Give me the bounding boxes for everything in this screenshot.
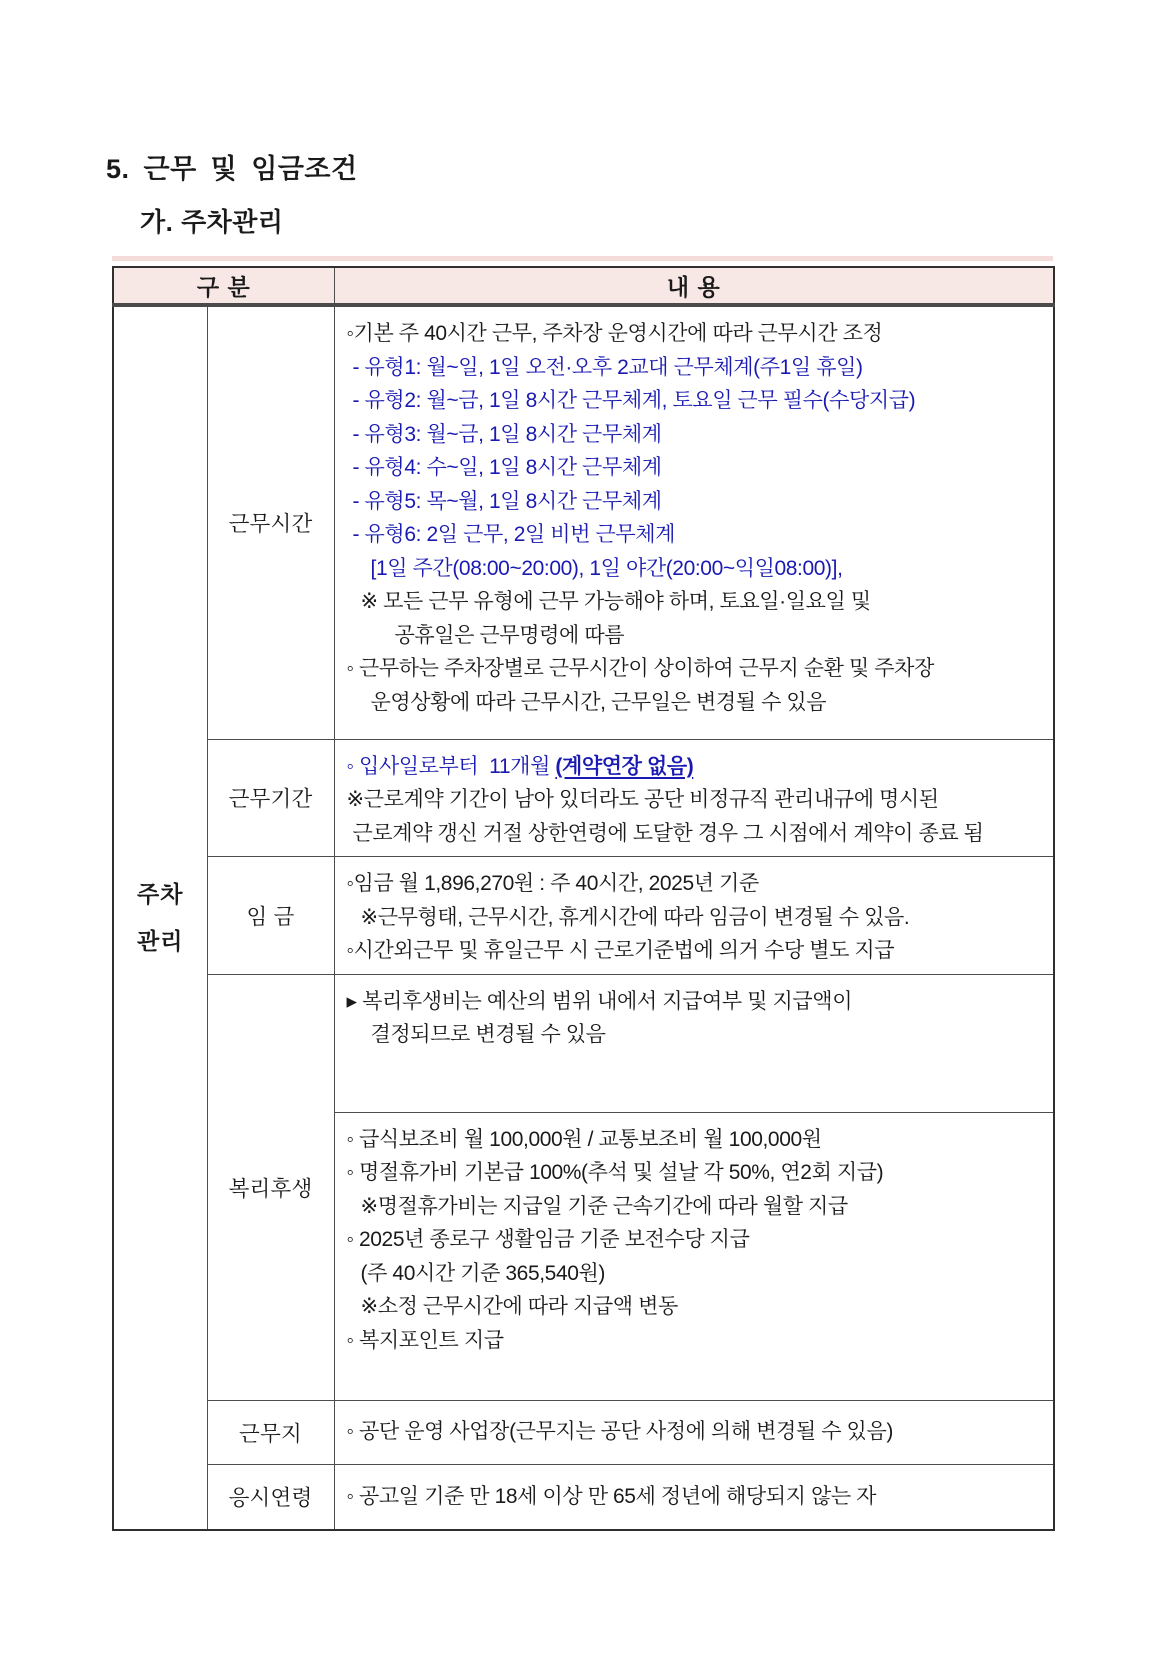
worktime-line: ※ 모든 근무 유형에 근무 가능해야 하며, 토요일·일요일 및 bbox=[360, 590, 871, 613]
period-line: 근로계약 갱신 거절 상한연령에 도달한 경우 그 시점에서 계약이 종료 됨 bbox=[352, 821, 984, 845]
worktime-line: - 유형6: 2일 근무, 2일 비번 근무체계 bbox=[352, 523, 676, 546]
header-cell-content: 내 용 bbox=[334, 267, 1054, 305]
period-no-extension-emphasis: (계약연장 없음) bbox=[555, 754, 694, 778]
content-welfare-items bbox=[334, 1112, 1054, 1400]
table-header-row bbox=[113, 267, 1054, 305]
welfare-notice-line: 결정되므로 변경될 수 있음 bbox=[370, 1023, 606, 1046]
table-row-welfare-notice bbox=[113, 974, 1054, 1112]
welfare-item-line: ◦ 2025년 종로구 생활임금 기준 보전수당 지급 bbox=[346, 1228, 750, 1251]
section-title: 5. 근무 및 임금조건 bbox=[106, 154, 358, 184]
wage-line: ◦시간외근무 및 휴일근무 시 근로기준법에 의거 수당 별도 지급 bbox=[346, 939, 895, 962]
table-row-workplace bbox=[113, 1400, 1054, 1464]
worktime-line: 공휴일은 근무명령에 따름 bbox=[394, 623, 625, 647]
welfare-item-line: ◦ 복지포인트 지급 bbox=[346, 1328, 504, 1352]
table-row-period bbox=[113, 739, 1054, 857]
welfare-item-line: (주 40시간 기준 365,540원) bbox=[360, 1261, 605, 1285]
subsection-title: 가. 주차관리 bbox=[140, 207, 284, 237]
group-cell-parking-management bbox=[113, 305, 207, 1530]
welfare-item-line: ※소정 근무시간에 따라 지급액 변동 bbox=[360, 1295, 678, 1318]
worktime-line: - 유형3: 월~금, 1일 8시간 근무체계 bbox=[352, 422, 662, 446]
age-line: ◦ 공고일 기준 만 18세 이상 만 65세 정년에 해당되지 않는 자 bbox=[346, 1485, 877, 1508]
work-conditions-table bbox=[112, 266, 1055, 1531]
group-label-line2: 관리 bbox=[137, 928, 184, 954]
worktime-line: - 유형5: 목~월, 1일 8시간 근무체계 bbox=[352, 489, 662, 513]
period-line-prefix: ◦ 입사일로부터 11개월 bbox=[346, 754, 556, 778]
welfare-notice-line: ▸ 복리후생비는 예산의 범위 내에서 지급여부 및 지급액이 bbox=[346, 989, 853, 1013]
period-line bbox=[343, 750, 1046, 784]
workplace-line: ◦ 공단 운영 사업장(근무지는 공단 사정에 의해 변경될 수 있음) bbox=[346, 1420, 893, 1444]
content-period bbox=[334, 739, 1054, 857]
welfare-item-line: ※명절휴가비는 지급일 기준 근속기간에 따라 월할 지급 bbox=[360, 1194, 848, 1218]
worktime-line: - 유형4: 수~일, 1일 8시간 근무체계 bbox=[352, 456, 662, 479]
period-line: ※근로계약 기간이 남아 있더라도 공단 비정규직 관리내규에 명시된 bbox=[346, 788, 939, 811]
wage-line: ◦임금 월 1,896,270원 : 주 40시간, 2025년 기준 bbox=[346, 872, 759, 895]
worktime-line: - 유형1: 월~일, 1일 오전·오후 2교대 근무체계(주1일 휴일) bbox=[352, 355, 863, 379]
content-wage bbox=[334, 857, 1054, 975]
welfare-item-line: ◦ 명절휴가비 기본급 100%(추석 및 설날 각 50%, 연2회 지급) bbox=[346, 1161, 884, 1184]
worktime-line: ◦기본 주 40시간 근무, 주차장 운영시간에 따라 근무시간 조정 bbox=[346, 322, 883, 345]
label-worktime: 근무시간 bbox=[207, 305, 334, 739]
label-workplace: 근무지 bbox=[207, 1400, 334, 1464]
header-cell-category: 구 분 bbox=[113, 267, 334, 305]
label-age: 응시연령 bbox=[207, 1464, 334, 1530]
worktime-line: ◦ 근무하는 주차장별로 근무시간이 상이하여 근무지 순환 및 주차장 bbox=[346, 657, 934, 680]
wage-line: ※근무형태, 근무시간, 휴게시간에 따라 임금이 변경될 수 있음. bbox=[360, 905, 910, 929]
content-age bbox=[334, 1464, 1054, 1530]
content-workplace bbox=[334, 1400, 1054, 1464]
content-welfare-notice bbox=[334, 974, 1054, 1112]
worktime-line: - 유형2: 월~금, 1일 8시간 근무체계, 토요일 근무 필수(수당지급) bbox=[352, 389, 916, 412]
decorative-strip bbox=[112, 256, 1053, 261]
table-row-wage bbox=[113, 857, 1054, 975]
content-worktime bbox=[334, 305, 1054, 739]
table-row-age bbox=[113, 1464, 1054, 1530]
group-label-line1: 주차 bbox=[137, 881, 184, 907]
label-period: 근무기간 bbox=[207, 739, 334, 857]
worktime-line: 운영상황에 따라 근무시간, 근무일은 변경될 수 있음 bbox=[370, 690, 827, 714]
table-row-worktime bbox=[113, 305, 1054, 739]
label-wage: 임 금 bbox=[207, 857, 334, 975]
welfare-item-line: ◦ 급식보조비 월 100,000원 / 교통보조비 월 100,000원 bbox=[346, 1127, 822, 1151]
label-welfare: 복리후생 bbox=[207, 974, 334, 1400]
worktime-line: [1일 주간(08:00~20:00), 1일 야간(20:00~익일08:00)], bbox=[370, 556, 843, 580]
